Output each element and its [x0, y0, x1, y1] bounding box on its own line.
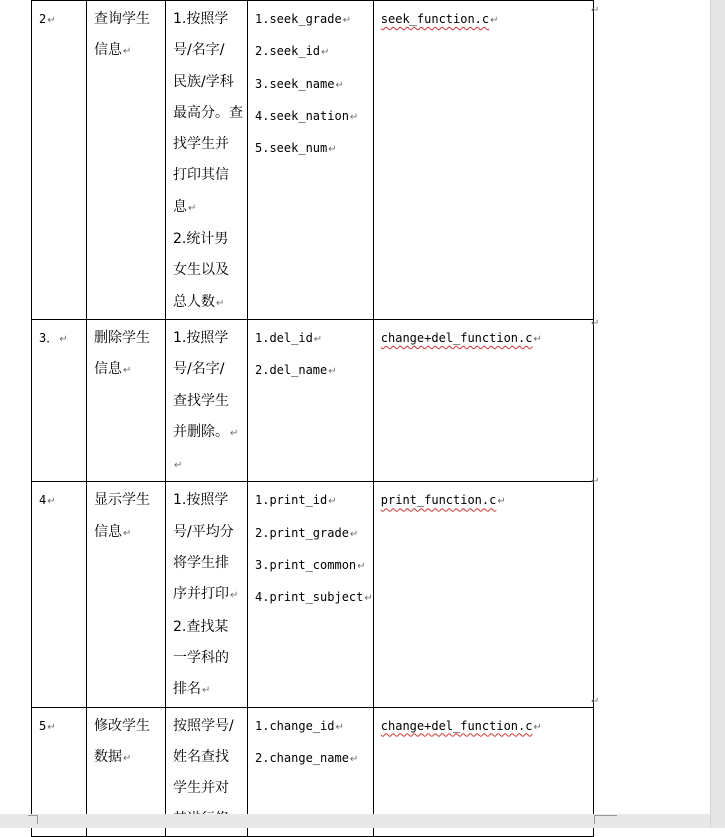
description-line-text: 号/平均分: [173, 523, 234, 540]
paragraph-mark: ↵: [47, 721, 56, 733]
paragraph-mark: ↵: [328, 144, 337, 156]
paragraph-mark: ↵: [230, 427, 239, 439]
source-file-name-text: print_function.c: [380, 493, 497, 508]
cell-number[interactable]: [32, 319, 87, 481]
description-line: [173, 160, 247, 191]
table-row: [32, 319, 594, 481]
description-line: [173, 485, 247, 516]
row-number: [39, 711, 86, 743]
function-name: [255, 711, 373, 743]
row-end-mark: ↵: [591, 5, 600, 16]
function-name: [255, 550, 373, 582]
paragraph-mark: ↵: [533, 721, 542, 733]
paragraph-mark: ↵: [230, 590, 239, 602]
description-line-text: 女生以及: [173, 262, 229, 279]
description-line-text: 号/名字/: [173, 42, 225, 59]
source-file-name-text: change+del_function.c: [380, 330, 533, 345]
paragraph-mark: ↵: [123, 365, 132, 377]
description-line: [173, 517, 247, 548]
feature-line-text: 信息: [94, 361, 122, 378]
paragraph-mark: ↵: [357, 561, 366, 573]
cell-description[interactable]: [166, 1, 248, 320]
description-line-text: 按照学号/: [173, 717, 234, 734]
paragraph-mark: ↵: [313, 333, 323, 345]
function-name-text: 2.print_grade: [255, 525, 349, 540]
feature-line-text: 信息: [94, 523, 122, 540]
feature-line: [94, 354, 165, 386]
description-line-text: 总人数: [173, 293, 215, 310]
row-number-text: 2: [39, 12, 47, 26]
description-line: [173, 287, 247, 319]
cell-source-file[interactable]: [373, 482, 593, 707]
paragraph-mark: ↵: [364, 593, 373, 605]
description-line: [173, 4, 247, 35]
source-file-name: [381, 485, 593, 517]
paragraph-mark: ↵: [349, 528, 359, 540]
cell-feature[interactable]: [87, 319, 166, 481]
function-name: [255, 133, 373, 165]
paragraph-mark: ↵: [335, 721, 344, 733]
feature-line-text: 查询学生: [94, 11, 150, 27]
row-number-text: 4: [39, 493, 47, 508]
description-line-text: 最高分。查: [173, 104, 243, 121]
description-line-text: 学生并对: [173, 780, 229, 797]
function-name-text: 1.seek_grade: [255, 12, 342, 26]
function-name-text: 2.change_name: [255, 750, 349, 765]
paragraph-mark: ↵: [328, 366, 337, 378]
source-file-name: [381, 4, 593, 36]
paragraph-mark: ↵: [349, 111, 359, 123]
cell-source-file[interactable]: [373, 1, 593, 320]
function-name: [255, 323, 373, 355]
description-line-text: 找学生并: [173, 136, 229, 153]
paragraph-mark: ↵: [342, 15, 352, 26]
crop-mark-right: [594, 815, 617, 824]
function-name-text: 4.print_subject: [255, 590, 364, 605]
crop-mark-left: [28, 815, 38, 824]
cell-functions[interactable]: [248, 1, 374, 320]
description-line: [173, 612, 247, 643]
description-line-text: 1.按照学: [173, 492, 229, 509]
description-line-text: 一学科的: [173, 649, 229, 666]
table-row: [32, 482, 594, 707]
description-line-text: 将学生排: [173, 555, 229, 572]
description-line-text: 查找学生: [173, 392, 229, 409]
description-line: [173, 711, 247, 742]
source-file-name-text: seek_function.c: [380, 12, 490, 26]
cell-number[interactable]: [32, 482, 87, 707]
paragraph-mark: ↵: [174, 460, 183, 472]
paragraph-mark: ↵: [335, 79, 344, 91]
description-line: [173, 192, 247, 224]
feature-line: [94, 485, 165, 516]
description-line: [173, 674, 247, 706]
row-number-text: 5: [39, 718, 47, 733]
function-name-text: 2.seek_id: [255, 44, 321, 59]
paragraph-mark: ↵: [123, 527, 132, 539]
description-line: [173, 224, 247, 255]
description-line: [173, 255, 247, 286]
feature-line: [94, 323, 165, 354]
feature-line: [94, 4, 165, 35]
function-name: [255, 485, 373, 517]
function-name-text: 1.print_id: [255, 493, 328, 508]
paragraph-mark: ↵: [216, 297, 225, 309]
description-line-text: 1.按照学: [173, 329, 229, 346]
paragraph-mark: ↵: [47, 496, 56, 508]
description-line-text: 并删除。: [173, 423, 229, 440]
paragraph-mark: ↵: [59, 333, 68, 345]
row-number: [39, 323, 86, 355]
source-file-name: [381, 711, 593, 743]
paragraph-mark: ↵: [533, 333, 542, 345]
row-end-mark: ↵: [591, 696, 600, 707]
function-name: [255, 743, 373, 775]
description-line: [173, 773, 247, 804]
feature-line: [94, 35, 165, 67]
feature-line: [94, 711, 165, 742]
row-number: [39, 485, 86, 517]
paragraph-mark: ↵: [321, 47, 330, 59]
feature-line: [94, 517, 165, 549]
feature-line-text: 删除学生: [94, 329, 150, 346]
paragraph-mark: ↵: [123, 752, 132, 764]
description-line: [173, 323, 247, 354]
function-table-wrapper: [31, 0, 594, 837]
row-number-text: 3．: [39, 330, 59, 345]
cell-number[interactable]: [32, 1, 87, 320]
description-line: [173, 129, 247, 160]
paragraph-mark: ↵: [328, 496, 337, 508]
function-name-text: 4.seek_nation: [255, 108, 349, 123]
description-line: [173, 449, 247, 481]
row-number: [39, 4, 86, 36]
description-line: [173, 354, 247, 385]
description-line-text: 2.统计男: [173, 231, 229, 248]
source-file-name: [381, 323, 593, 355]
description-line-text: 2.查找某: [173, 618, 229, 635]
function-name: [255, 4, 373, 36]
function-name-text: 1.change_id: [255, 718, 335, 733]
feature-line-text: 信息: [94, 42, 122, 59]
description-line: [173, 386, 247, 417]
table-row: [32, 1, 594, 320]
description-line: [173, 643, 247, 674]
description-line-text: 排名: [173, 681, 201, 698]
cell-description[interactable]: [166, 319, 248, 481]
description-line-text: 1.按照学: [173, 11, 229, 27]
description-line-text: 号/名字/: [173, 361, 225, 378]
function-name-text: 2.del_name: [255, 363, 328, 378]
paragraph-mark: ↵: [202, 685, 211, 697]
description-line: [173, 417, 247, 449]
feature-line-text: 显示学生: [94, 492, 150, 509]
cell-functions[interactable]: [248, 482, 374, 707]
paragraph-mark: ↵: [123, 46, 132, 58]
cell-feature[interactable]: [87, 482, 166, 707]
feature-line-text: 数据: [94, 748, 122, 765]
function-name: [255, 355, 373, 387]
source-file-name-text: change+del_function.c: [380, 718, 533, 733]
feature-line: [94, 742, 165, 774]
function-name: [255, 518, 373, 550]
description-line-text: 姓名查找: [173, 748, 229, 765]
function-name-text: 3.seek_name: [255, 76, 335, 91]
description-line-text: 序并打印: [173, 586, 229, 603]
function-name: [255, 69, 373, 101]
row-end-mark: ↵: [591, 318, 600, 329]
cell-description[interactable]: [166, 482, 248, 707]
description-line: [173, 548, 247, 579]
paragraph-mark: ↵: [188, 202, 197, 214]
description-line: [173, 579, 247, 611]
cell-source-file[interactable]: [373, 319, 593, 481]
description-line-text: 民族/学科: [173, 73, 234, 90]
paragraph-mark: ↵: [497, 496, 506, 508]
function-name: [255, 582, 373, 614]
function-name-text: 3.print_common: [255, 558, 357, 573]
vertical-scrollbar[interactable]: [710, 0, 725, 828]
cell-feature[interactable]: [87, 1, 166, 320]
function-name: [255, 101, 373, 133]
description-line: [173, 98, 247, 129]
description-line: [173, 67, 247, 98]
function-name: [255, 36, 373, 68]
row-end-mark: ↵: [591, 476, 600, 487]
paragraph-mark: ↵: [47, 15, 56, 26]
description-line: [173, 35, 247, 66]
function-name-text: 1.del_id: [255, 330, 313, 345]
description-line-text: 打印其信: [173, 167, 229, 184]
function-table: [31, 0, 594, 837]
feature-line-text: 修改学生: [94, 717, 150, 734]
cell-functions[interactable]: [248, 319, 374, 481]
paragraph-mark: ↵: [349, 753, 359, 765]
paragraph-mark: ↵: [490, 15, 499, 26]
description-line: [173, 742, 247, 773]
description-line-text: 息: [173, 198, 187, 215]
function-name-text: 5.seek_num: [255, 141, 328, 156]
